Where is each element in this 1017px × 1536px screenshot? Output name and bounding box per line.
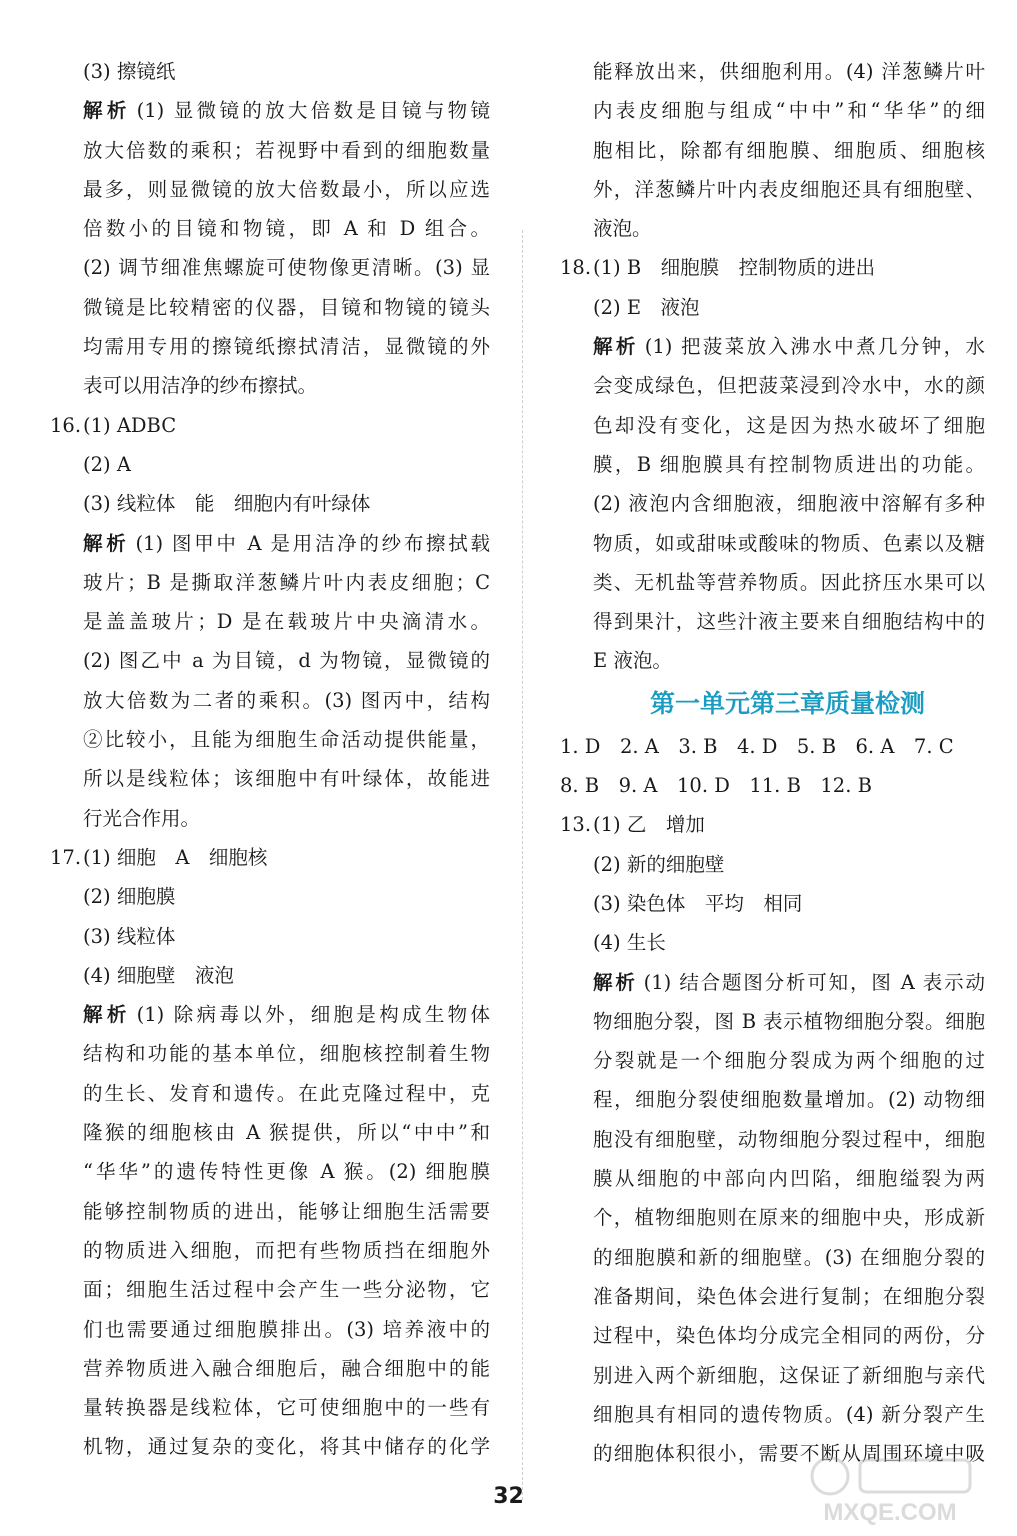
- question-answer-line: [560, 248, 985, 287]
- question-answer-line: [560, 805, 985, 844]
- answer-text: (1) 乙 增加: [593, 813, 705, 837]
- text-line: 个，植物细胞则在原来的细胞中央，形成新: [593, 1206, 985, 1230]
- question-answer-line: [50, 838, 490, 877]
- text-line: 类、无机盐等营养物质。因此挤压水果可以: [593, 570, 985, 594]
- text-line: 膜从细胞的中部向内凹陷，细胞缢裂为两: [593, 1167, 985, 1191]
- analysis-line: [560, 963, 985, 1002]
- text-line: 量转换器是线粒体，它可使细胞中的一些有: [83, 1396, 490, 1420]
- text-line: 表可以用洁净的纱布擦拭。: [83, 374, 318, 398]
- text-line: 机物，通过复杂的变化，将其中储存的化学: [83, 1435, 490, 1459]
- text-line: 的细胞体积很小，需要不断从周围环境中吸: [593, 1442, 985, 1466]
- analysis-text: (1) 显微镜的放大倍数是目镜与物镜: [136, 99, 490, 123]
- text-line: 会变成绿色，但把菠菜浸到冷水中，水的颜: [593, 374, 985, 398]
- analysis-label: 解析: [593, 970, 638, 994]
- text-line: 结构和功能的基本单位，细胞核控制着生物: [83, 1042, 490, 1066]
- analysis-text: (1) 图甲中 A 是用洁净的纱布擦拭载: [135, 531, 490, 555]
- text-line: 营养物质进入融合细胞后，融合细胞中的能: [83, 1356, 490, 1380]
- text-line: 微镜是比较精密的仪器，目镜和物镜的镜头: [83, 295, 490, 319]
- analysis-line: [50, 524, 490, 563]
- text-line: 能够控制物质的进出，能够让细胞生活需要: [83, 1199, 490, 1223]
- answer-line: (4) 生长: [593, 931, 666, 955]
- section-heading: 第一单元第三章质量检测: [649, 688, 925, 718]
- answer-line: (2) 新的细胞壁: [593, 852, 725, 876]
- analysis-label: 解析: [83, 1003, 131, 1027]
- text-line: (2) 调节细准焦螺旋可使物像更清晰。(3) 显: [83, 256, 490, 280]
- text-line: 最多，则显微镜的放大倍数最小，所以应选: [83, 177, 490, 201]
- analysis-text: (1) 把菠菜放入沸水中煮几分钟，水: [644, 335, 985, 359]
- text-line: 能释放出来，供细胞利用。(4) 洋葱鳞片叶: [593, 60, 985, 83]
- text-line: 胞没有细胞壁，动物细胞分裂过程中，细胞: [593, 1127, 985, 1151]
- answer-line: (2) 细胞膜: [83, 885, 176, 909]
- analysis-line: [560, 327, 985, 366]
- text-line: 外，洋葱鳞片叶内表皮细胞还具有细胞壁、: [593, 177, 985, 201]
- text-line: 得到果汁，这些汁液主要来自细胞结构中的: [593, 610, 985, 634]
- text-line: 均需用专用的擦镜纸擦拭清洁，显微镜的外: [83, 335, 490, 359]
- text-line: 倍数小的目镜和物镜，即 A 和 D 组合。: [83, 217, 490, 241]
- analysis-line: [50, 91, 490, 130]
- text-line: 细胞具有相同的遗传物质。(4) 新分裂产生: [593, 1402, 985, 1426]
- analysis-line: [50, 995, 490, 1034]
- answer-text: (1) ADBC: [83, 413, 177, 437]
- answer-line: (2) A: [83, 452, 131, 476]
- column-divider: [522, 230, 523, 1500]
- page-number: 32: [493, 1484, 524, 1509]
- text-line: 膜，B 细胞膜具有控制物质进出的功能。: [593, 452, 985, 476]
- question-number: 18.: [560, 256, 592, 280]
- text-line: 8. B 9. A 10. D 11. B 12. B: [560, 774, 872, 798]
- question-number: 13.: [560, 813, 592, 837]
- analysis-text: (1) 除病毒以外，细胞是构成生物体: [136, 1003, 490, 1027]
- text-line: 准备期间，染色体会进行复制；在细胞分裂: [593, 1284, 985, 1308]
- text-line: (2) 液泡内含细胞液，细胞液中溶解有多种: [593, 492, 985, 516]
- question-number: 17.: [50, 845, 82, 869]
- text-line: 的细胞膜和新的细胞壁。(3) 在细胞分裂的: [593, 1245, 985, 1269]
- text-line: 的生长、发育和遗传。在此克隆过程中，克: [83, 1081, 490, 1105]
- text-line: “华华”的遗传特性更像 A 猴。(2) 细胞膜: [83, 1160, 490, 1184]
- right-column: [560, 52, 985, 1473]
- text-line: 们也需要通过细胞膜排出。(3) 培养液中的: [83, 1317, 490, 1341]
- text-line: 物质，如或甜味或酸味的物质、色素以及糖: [593, 531, 985, 555]
- answer-line: (3) 擦镜纸: [83, 60, 176, 83]
- text-line: 1. D 2. A 3. B 4. D 5. B 6. A 7. C: [560, 734, 954, 758]
- answer-line: (3) 染色体 平均 相同: [593, 891, 803, 915]
- question-answer-line: [50, 406, 490, 445]
- answer-text: (1) 细胞 A 细胞核: [83, 845, 268, 869]
- text-line: E 液泡。: [593, 649, 672, 673]
- answer-line: (3) 线粒体: [83, 924, 176, 948]
- left-column: [50, 52, 490, 1467]
- text-line: 玻片；B 是撕取洋葱鳞片叶内表皮细胞；C: [83, 570, 490, 594]
- question-number: 16.: [50, 413, 82, 437]
- text-line: 过程中，染色体均分成完全相同的两份，分: [593, 1324, 985, 1348]
- watermark-text: MXQE.COM: [823, 1499, 957, 1526]
- text-line: 放大倍数的乘积；若视野中看到的细胞数量: [83, 138, 490, 162]
- text-line: 所以是线粒体；该细胞中有叶绿体，故能进: [83, 767, 490, 791]
- answer-line: (2) E 液泡: [593, 295, 700, 319]
- text-line: 隆猴的细胞核由 A 猴提供，所以“中中”和: [83, 1121, 490, 1145]
- analysis-text: (1) 结合题图分析可知，图 A 表示动: [643, 970, 985, 994]
- text-line: 是盖盖玻片；D 是在载玻片中央滴清水。: [83, 610, 490, 634]
- text-line: 行光合作用。: [83, 806, 201, 830]
- text-line: 的物质进入细胞，而把有些物质挡在细胞外: [83, 1238, 490, 1262]
- text-line: 放大倍数为二者的乘积。(3) 图丙中，结构: [83, 688, 490, 712]
- text-line: 分裂就是一个细胞分裂成为两个细胞的过: [593, 1049, 985, 1073]
- watermark-logo: [790, 1448, 990, 1528]
- text-line: (2) 图乙中 a 为目镜，d 为物镜，显微镜的: [83, 649, 490, 673]
- answer-text: (1) B 细胞膜 控制物质的进出: [593, 256, 876, 280]
- text-line: 面；细胞生活过程中会产生一些分泌物，它: [83, 1278, 490, 1302]
- analysis-label: 解析: [593, 335, 639, 359]
- text-line: 液泡。: [593, 217, 652, 241]
- analysis-label: 解析: [83, 531, 130, 555]
- analysis-label: 解析: [83, 99, 131, 123]
- text-line: 胞相比，除都有细胞膜、细胞质、细胞核: [593, 138, 985, 162]
- text-line: 程，细胞分裂使细胞数量增加。(2) 动物细: [593, 1088, 985, 1112]
- text-line: 物细胞分裂，图 B 表示植物细胞分裂。细胞: [593, 1009, 985, 1033]
- text-line: 内表皮细胞与组成“中中”和“华华”的细: [593, 99, 985, 123]
- text-line: 色却没有变化，这是因为热水破坏了细胞: [593, 413, 985, 437]
- answer-line: (3) 线粒体 能 细胞内有叶绿体: [83, 492, 371, 516]
- text-line: ②比较小，且能为细胞生命活动提供能量，: [83, 728, 490, 752]
- text-line: 别进入两个新细胞，这保证了新细胞与亲代: [593, 1363, 985, 1387]
- answer-line: (4) 细胞壁 液泡: [83, 963, 234, 987]
